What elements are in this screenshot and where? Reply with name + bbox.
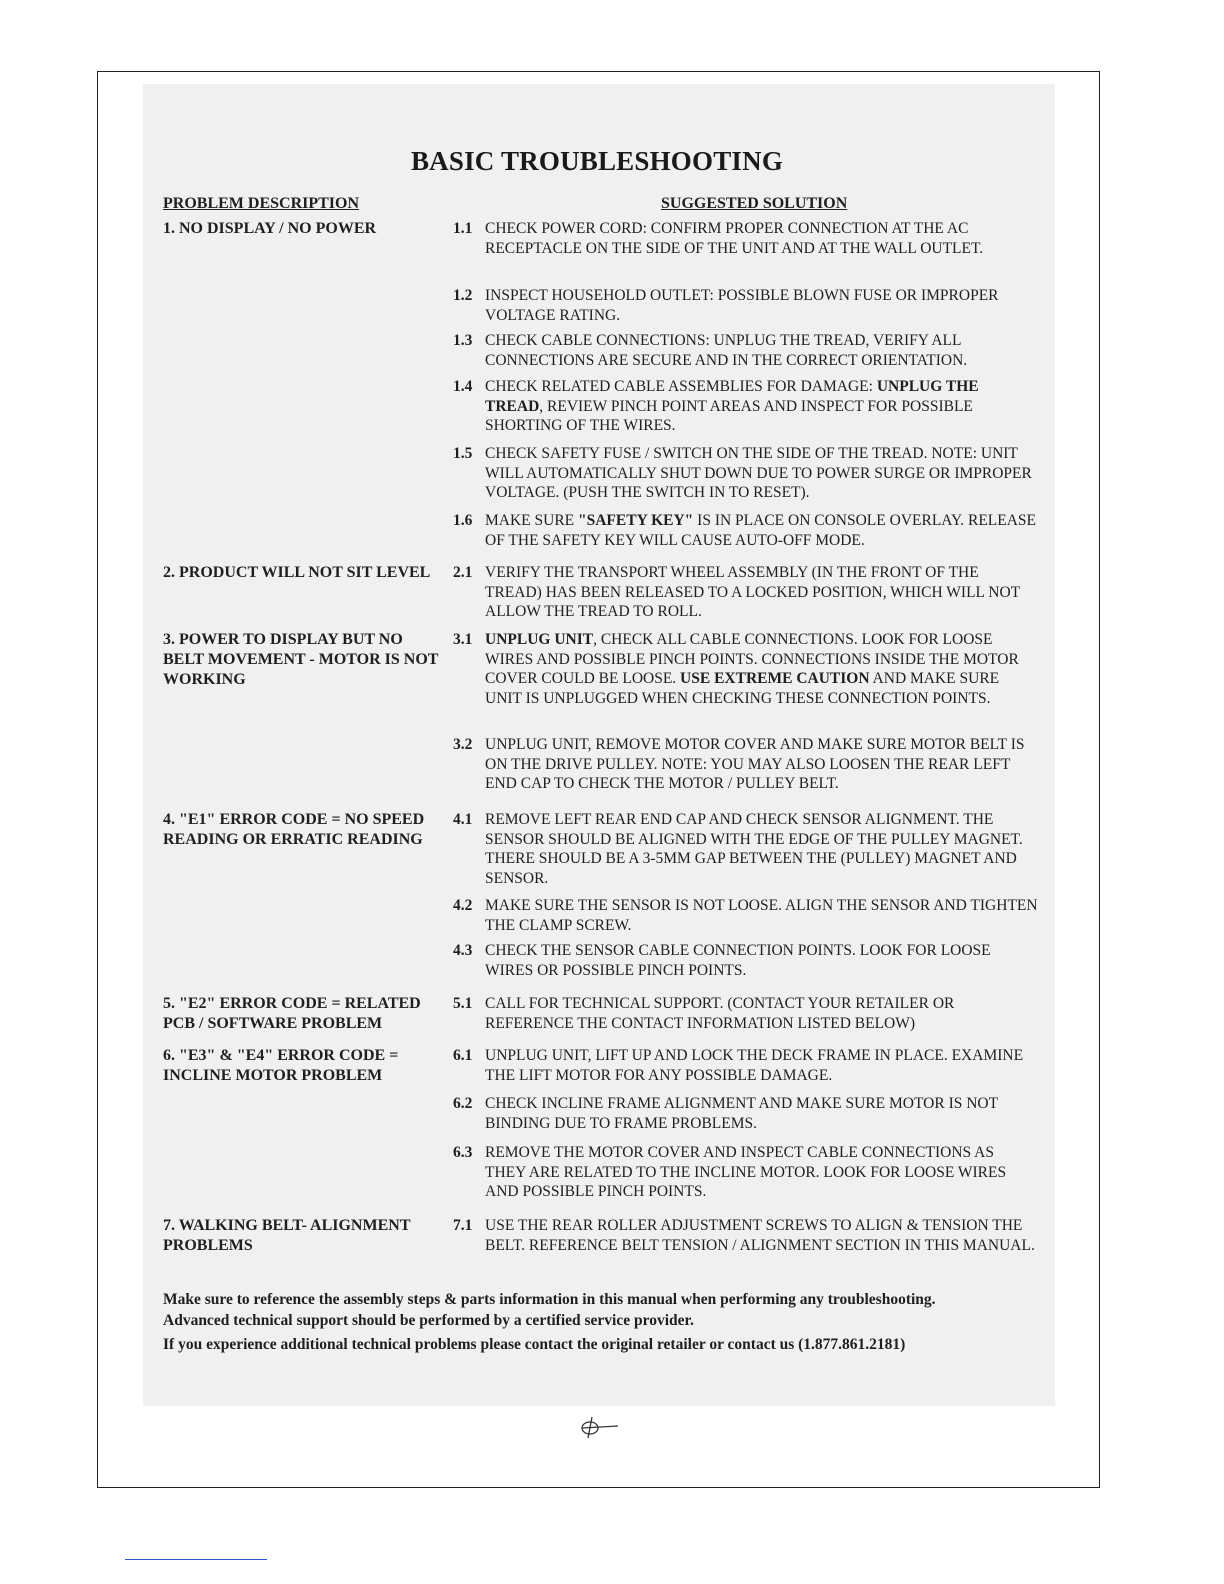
bottom-underline [125,1559,267,1560]
solution-text-part: , CHECK ALL CABLE CONNECTIONS. LOOK FOR LOOSE WIRES AND POSSIBLE PINCH POINTS. CONNECTIONS INSIDE THE MOTOR COVER COULD BE LOOSE. [485,631,1019,687]
solution-text: CHECK SAFETY FUSE / SWITCH ON THE SIDE OF THE TREAD. NOTE: UNIT WILL AUTOMATICALLY SHUT DOWN DUE TO POWER SURGE OR IMPROPER VOLTAGE. (PUSH THE SWITCH IN TO RESET). [485,445,1032,501]
solution-text [485,630,1038,708]
solution-number: 1.2 [453,287,473,304]
solution-text: CHECK CABLE CONNECTIONS: UNPLUG THE TREAD, VERIFY ALL CONNECTIONS ARE SECURE AND IN THE CORRECT ORIENTATION. [485,332,968,369]
problem-4: 4. "E1" ERROR CODE = NO SPEED READING OR ERRATIC READING [163,811,425,848]
problem-6: 6. "E3" & "E4" ERROR CODE = INCLINE MOTOR PROBLEM [163,1047,399,1084]
solution-number: 1.1 [453,220,473,237]
solution-number: 5.1 [453,995,473,1012]
solution-4-2 [453,896,1038,935]
emphasis-text: UNPLUG UNIT [485,631,594,648]
problem-2: 2. PRODUCT WILL NOT SIT LEVEL [163,564,431,581]
solution-text-part: AND MAKE SURE UNIT IS UNPLUGGED WHEN CHECKING THESE CONNECTION POINTS. [485,670,1000,707]
solution-1-5 [453,444,1038,503]
emphasis-text: UNPLUG THE TREAD [485,378,979,415]
solution-text: VERIFY THE TRANSPORT WHEEL ASSEMBLY (IN THE FRONT OF THE TREAD) HAS BEEN RELEASED TO A LOCKED POSITION, WHICH WILL NOT ALLOW THE TREAD TO ROLL. [485,564,1020,620]
solution-number: 1.5 [453,445,473,462]
solution-3-1 [453,630,1038,708]
solution-6-3 [453,1143,1038,1202]
solution-5-1 [453,994,1038,1033]
solution-number: 4.1 [453,811,473,828]
solution-text-part: MAKE SURE [485,512,579,529]
page-title: BASIC TROUBLESHOOTING [410,146,784,176]
emphasis-text: USE EXTREME CAUTION [680,670,870,687]
solution-1-4 [453,377,1038,436]
footer-contact: If you experience additional technical problems please contact the original retailer or contact us (1.877.861.2181) [163,1336,906,1353]
solution-number: 2.1 [453,564,473,581]
solution-text: REMOVE LEFT REAR END CAP AND CHECK SENSOR ALIGNMENT. THE SENSOR SHOULD BE ALIGNED WITH THE EDGE OF THE PULLEY MAGNET. THERE SHOULD BE A 3-5MM GAP BETWEEN THE (PULLEY) MAGNET AND SENSOR. [485,811,1023,887]
solution-number: 1.6 [453,512,473,529]
solution-text: USE THE REAR ROLLER ADJUSTMENT SCREWS TO ALIGN & TENSION THE BELT. REFERENCE BELT TENSION / ALIGNMENT SECTION IN THIS MANUAL. [485,1217,1035,1254]
solution-number: 6.2 [453,1095,473,1112]
solution-7-1 [453,1216,1038,1255]
solution-text [485,511,1038,550]
problem-5: 5. "E2" ERROR CODE = RELATED PCB / SOFTWARE PROBLEM [163,995,421,1032]
solution-number: 1.4 [453,378,473,395]
solution-6-2 [453,1094,1038,1133]
solution-1-6 [453,511,1038,550]
emphasis-text: "SAFETY KEY" [578,512,694,529]
solution-4-1 [453,810,1038,888]
solution-text-part: CHECK RELATED CABLE ASSEMBLIES FOR DAMAGE: [485,378,877,395]
solution-6-1 [453,1046,1038,1085]
solution-1-3 [453,331,1038,370]
problem-3: 3. POWER TO DISPLAY BUT NO BELT MOVEMENT - MOTOR IS NOT WORKING [163,631,439,688]
solution-text: CHECK INCLINE FRAME ALIGNMENT AND MAKE SURE MOTOR IS NOT BINDING DUE TO FRAME PROBLEMS. [485,1095,998,1132]
solution-4-3 [453,941,1038,980]
problem-1: 1. NO DISPLAY / NO POWER [163,220,377,237]
solution-text: CALL FOR TECHNICAL SUPPORT. (CONTACT YOUR RETAILER OR REFERENCE THE CONTACT INFORMATION LISTED BELOW) [485,995,955,1032]
solution-3-2 [453,735,1038,794]
solution-number: 1.3 [453,332,473,349]
solution-number: 7.1 [453,1217,473,1234]
solution-text: UNPLUG UNIT, REMOVE MOTOR COVER AND MAKE SURE MOTOR BELT IS ON THE DRIVE PULLEY. NOTE: YOU MAY ALSO LOOSEN THE REAR LEFT END CAP TO CHECK THE MOTOR / PULLEY BELT. [485,736,1025,792]
solution-2-1 [453,563,1038,622]
page-number-mark-icon [578,1413,620,1439]
problem-column-header: PROBLEM DESCRIPTION [163,195,360,212]
footer-note-2: Advanced technical support should be performed by a certified service provider. [163,1312,694,1329]
solution-number: 3.1 [453,631,473,648]
solution-1-2 [453,286,1038,325]
problem-7: 7. WALKING BELT- ALIGNMENT PROBLEMS [163,1217,411,1254]
solution-text: INSPECT HOUSEHOLD OUTLET: POSSIBLE BLOWN FUSE OR IMPROPER VOLTAGE RATING. [485,287,999,324]
solution-text: CHECK POWER CORD: CONFIRM PROPER CONNECTION AT THE AC RECEPTACLE ON THE SIDE OF THE UNIT AND AT THE WALL OUTLET. [485,220,984,257]
solution-text: REMOVE THE MOTOR COVER AND INSPECT CABLE CONNECTIONS AS THEY ARE RELATED TO THE INCLINE MOTOR. LOOK FOR LOOSE WIRES AND POSSIBLE PINCH POINTS. [485,1144,1007,1200]
solution-text: UNPLUG UNIT, LIFT UP AND LOCK THE DECK FRAME IN PLACE. EXAMINE THE LIFT MOTOR FOR ANY POSSIBLE DAMAGE. [485,1047,1024,1084]
solution-text: MAKE SURE THE SENSOR IS NOT LOOSE. ALIGN THE SENSOR AND TIGHTEN THE CLAMP SCREW. [485,897,1038,934]
solution-number: 4.2 [453,897,473,914]
solution-text [485,377,1038,436]
solution-1-1 [453,219,1038,258]
solution-number: 4.3 [453,942,473,959]
footer-note-1: Make sure to reference the assembly steps & parts information in this manual when performing any troubleshooting. [163,1291,936,1308]
solution-number: 3.2 [453,736,473,753]
solution-number: 6.1 [453,1047,473,1064]
solution-text-part: IS IN PLACE ON CONSOLE OVERLAY. RELEASE OF THE SAFETY KEY WILL CAUSE AUTO-OFF MODE. [485,512,1037,549]
solution-text: CHECK THE SENSOR CABLE CONNECTION POINTS. LOOK FOR LOOSE WIRES OR POSSIBLE PINCH POINTS. [485,942,991,979]
solution-text-part: , REVIEW PINCH POINT AREAS AND INSPECT FOR POSSIBLE SHORTING OF THE WIRES. [485,397,973,434]
solution-column-header: SUGGESTED SOLUTION [661,195,848,212]
solution-number: 6.3 [453,1144,473,1161]
